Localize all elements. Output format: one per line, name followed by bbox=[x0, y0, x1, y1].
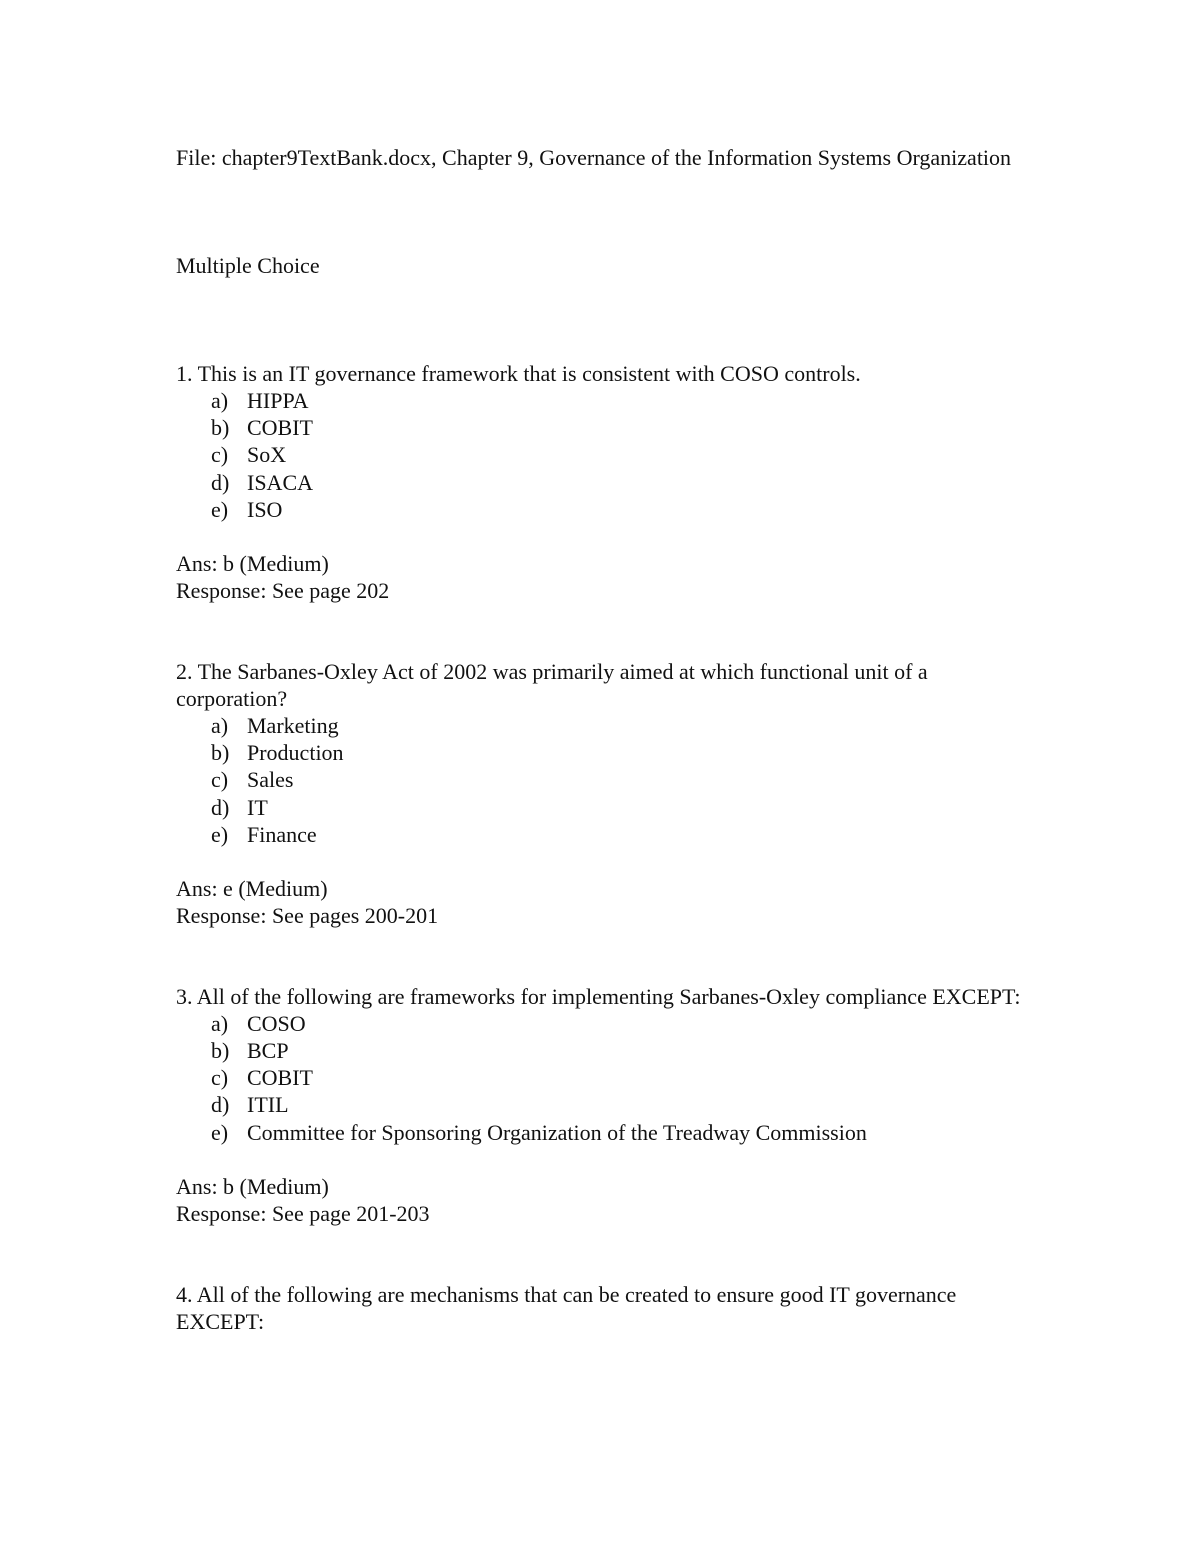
question-stem: 1. This is an IT governance framework that is consistent with COSO controls. bbox=[176, 361, 861, 386]
option-item bbox=[211, 1010, 1036, 1037]
option-letter: c) bbox=[211, 442, 229, 468]
option-text: Committee for Sponsoring Organization of the Treadway Commission bbox=[247, 1119, 867, 1145]
option-item bbox=[211, 441, 1036, 468]
option-text: Finance bbox=[247, 821, 317, 847]
option-letter: b) bbox=[211, 740, 230, 766]
section-title: Multiple Choice bbox=[176, 253, 320, 278]
question-block bbox=[176, 1281, 1036, 1335]
option-text: BCP bbox=[247, 1038, 289, 1064]
response-line: Response: See page 202 bbox=[176, 577, 390, 603]
option-text: ISO bbox=[247, 496, 283, 522]
option-item bbox=[211, 1119, 1036, 1146]
option-letter: b) bbox=[211, 415, 230, 441]
option-text: Marketing bbox=[247, 712, 339, 738]
option-item bbox=[211, 712, 1036, 739]
answer-line: Ans: e (Medium) bbox=[176, 875, 328, 901]
option-text: COSO bbox=[247, 1010, 306, 1036]
option-list bbox=[176, 1010, 1036, 1146]
option-item bbox=[211, 469, 1036, 496]
response-line: Response: See page 201-203 bbox=[176, 1200, 430, 1226]
option-item bbox=[211, 496, 1036, 523]
option-item bbox=[211, 1037, 1036, 1064]
question-stem: 4. All of the following are mechanisms that can be created to ensure good IT governance EXCEPT: bbox=[176, 1281, 957, 1334]
question-stem: 3. All of the following are frameworks for implementing Sarbanes-Oxley compliance EXCEPT: bbox=[176, 983, 1021, 1009]
option-item bbox=[211, 1091, 1036, 1118]
answer-line: Ans: b (Medium) bbox=[176, 1173, 329, 1199]
option-item bbox=[211, 766, 1036, 793]
option-letter: c) bbox=[211, 767, 229, 793]
option-text: IT bbox=[247, 794, 268, 820]
option-item bbox=[211, 794, 1036, 821]
response-line: Response: See pages 200-201 bbox=[176, 902, 439, 928]
option-item bbox=[211, 1064, 1036, 1091]
option-letter: e) bbox=[211, 821, 229, 847]
option-text: COBIT bbox=[247, 415, 313, 441]
option-letter: a) bbox=[211, 388, 229, 413]
option-text: Production bbox=[247, 740, 344, 766]
option-letter: c) bbox=[211, 1065, 229, 1091]
option-letter: a) bbox=[211, 1010, 229, 1036]
option-letter: e) bbox=[211, 1119, 229, 1145]
option-text: SoX bbox=[247, 442, 287, 468]
option-list bbox=[176, 387, 1036, 523]
option-item bbox=[211, 821, 1036, 848]
option-letter: e) bbox=[211, 496, 229, 522]
option-text: HIPPA bbox=[247, 388, 309, 413]
option-text: ITIL bbox=[247, 1092, 289, 1118]
question-stem: 2. The Sarbanes-Oxley Act of 2002 was primarily aimed at which functional unit of a corporation? bbox=[176, 658, 928, 711]
answer-line: Ans: b (Medium) bbox=[176, 550, 329, 576]
option-letter: b) bbox=[211, 1038, 230, 1064]
option-item bbox=[211, 414, 1036, 441]
option-letter: d) bbox=[211, 1092, 230, 1118]
option-list bbox=[176, 712, 1036, 848]
document-body bbox=[176, 144, 1036, 1335]
option-letter: d) bbox=[211, 469, 230, 495]
option-letter: d) bbox=[211, 794, 230, 820]
option-text: COBIT bbox=[247, 1065, 313, 1091]
question-block bbox=[176, 658, 1036, 929]
option-text: Sales bbox=[247, 767, 294, 793]
option-item bbox=[211, 739, 1036, 766]
option-letter: a) bbox=[211, 712, 229, 738]
option-item bbox=[211, 387, 1036, 414]
file-header: File: chapter9TextBank.docx, Chapter 9, Governance of the Information Systems Organization bbox=[176, 145, 1012, 170]
question-block bbox=[176, 983, 1036, 1227]
option-text: ISACA bbox=[247, 469, 314, 495]
question-block bbox=[176, 360, 1036, 604]
